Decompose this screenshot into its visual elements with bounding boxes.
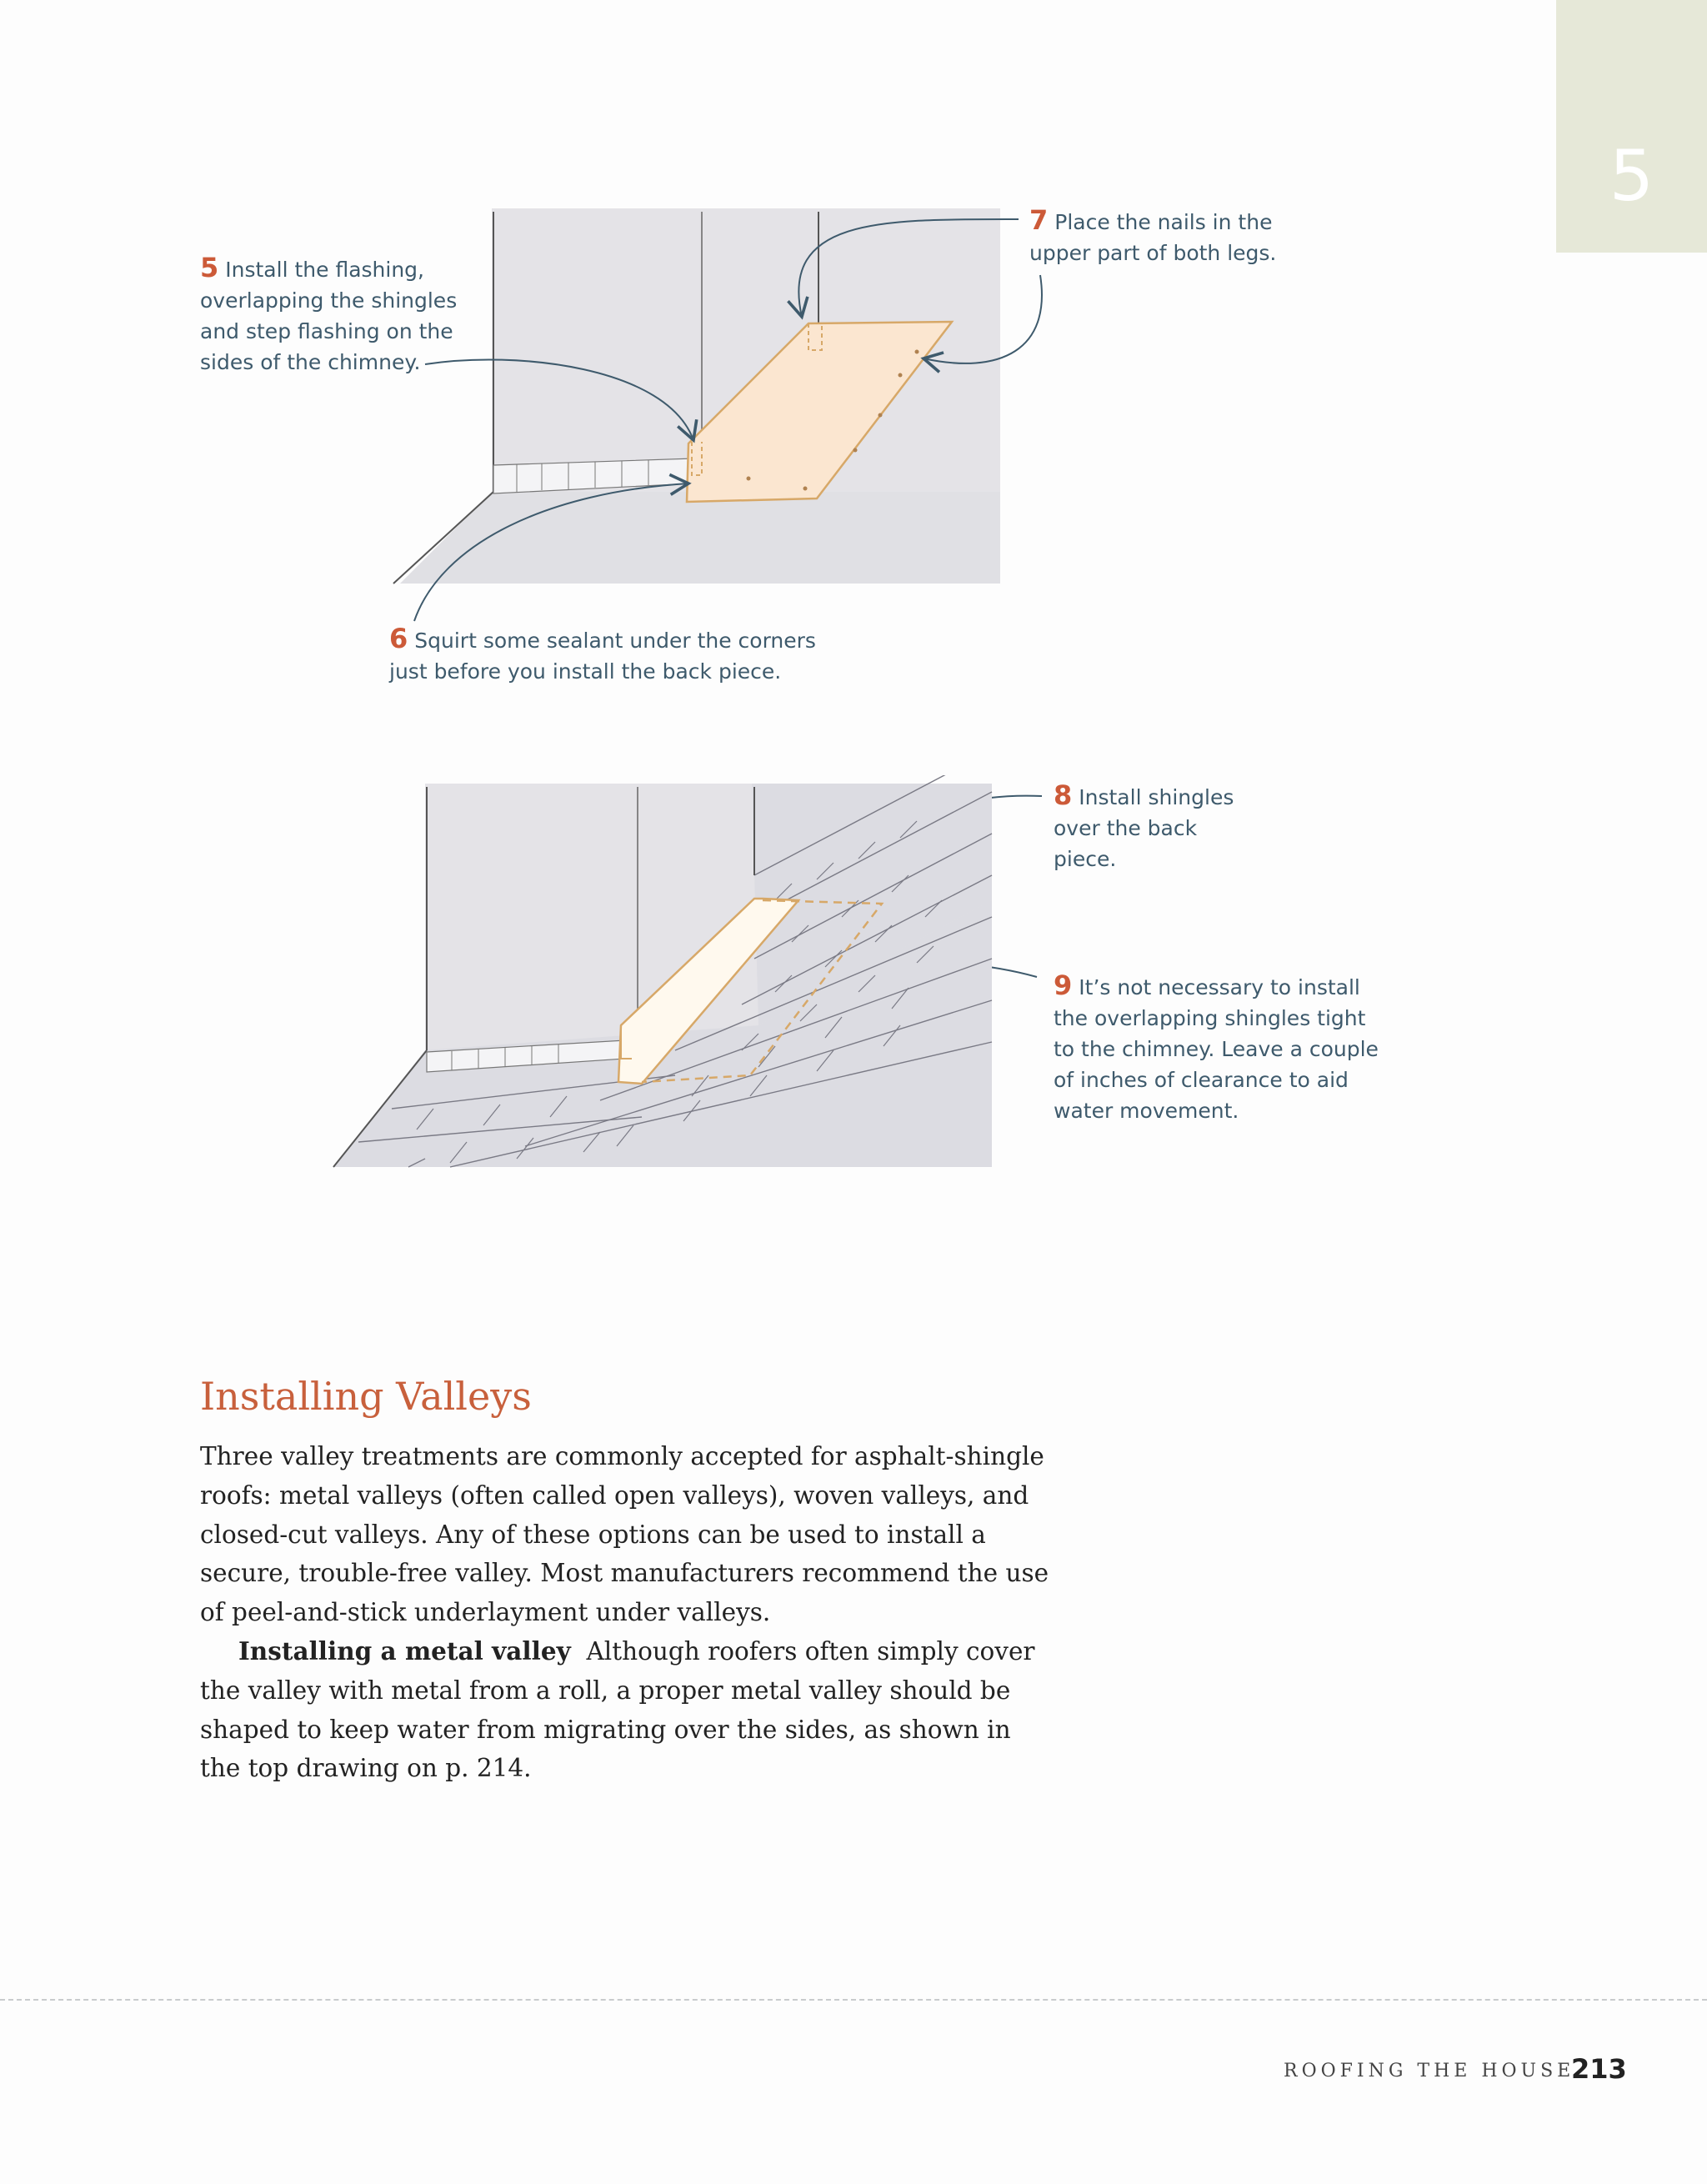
body-text [200,1437,1050,1788]
paragraph-1: Three valley treatments are commonly accepted for asphalt-shingle roofs: metal valleys (often called open valleys), woven valleys, and closed-cut valleys. Any of these options can be used to install a secure, trouble-free valley. Most manufacturers recommend the use of peel-and-stick underlayment under valleys. [200,1442,1049,1627]
callout-9-number: 9 [1054,969,1073,1001]
shingle-illustration-bottom [325,775,1000,1175]
callout-6-text: Squirt some sealant under the corners just before you install the back piece. [389,629,816,684]
chapter-number: 5 [1609,134,1654,217]
running-title: ROOFING THE HOUSE [1284,2061,1575,2081]
callout-5 [200,253,475,378]
callout-9 [1054,970,1404,1126]
callout-7-number: 7 [1029,204,1049,236]
callout-8 [1054,780,1270,874]
callout-7 [1029,205,1313,268]
paragraph-2-text: Although roofers often simply cover the valley with metal from a roll, a proper metal valley should be shaped to keep water from migrating over the sides, as shown in the top drawing on p. 214. [200,1636,1035,1783]
paragraph-2 [200,1632,1050,1788]
footer-divider [0,1999,1707,2001]
callout-8-number: 8 [1054,779,1073,811]
callout-6-number: 6 [389,623,408,654]
callout-5-number: 5 [200,252,219,283]
callout-9-text: It’s not necessary to install the overlapping shingles tight to the chimney. Leave a couple of inches of clearance to aid water movement. [1054,975,1379,1123]
page-number: 213 [1571,2053,1627,2085]
run-in-heading: Installing a metal valley [238,1635,571,1666]
callout-8-text: Install shingles over the back piece. [1054,785,1234,871]
section-heading: Installing Valleys [200,1374,532,1419]
callout-7-text: Place the nails in the upper part of both legs. [1029,210,1277,265]
callout-5-text: Install the flashing, overlapping the shingles and step flashing on the sides of the chimney. [200,258,458,374]
callout-6 [389,624,856,687]
